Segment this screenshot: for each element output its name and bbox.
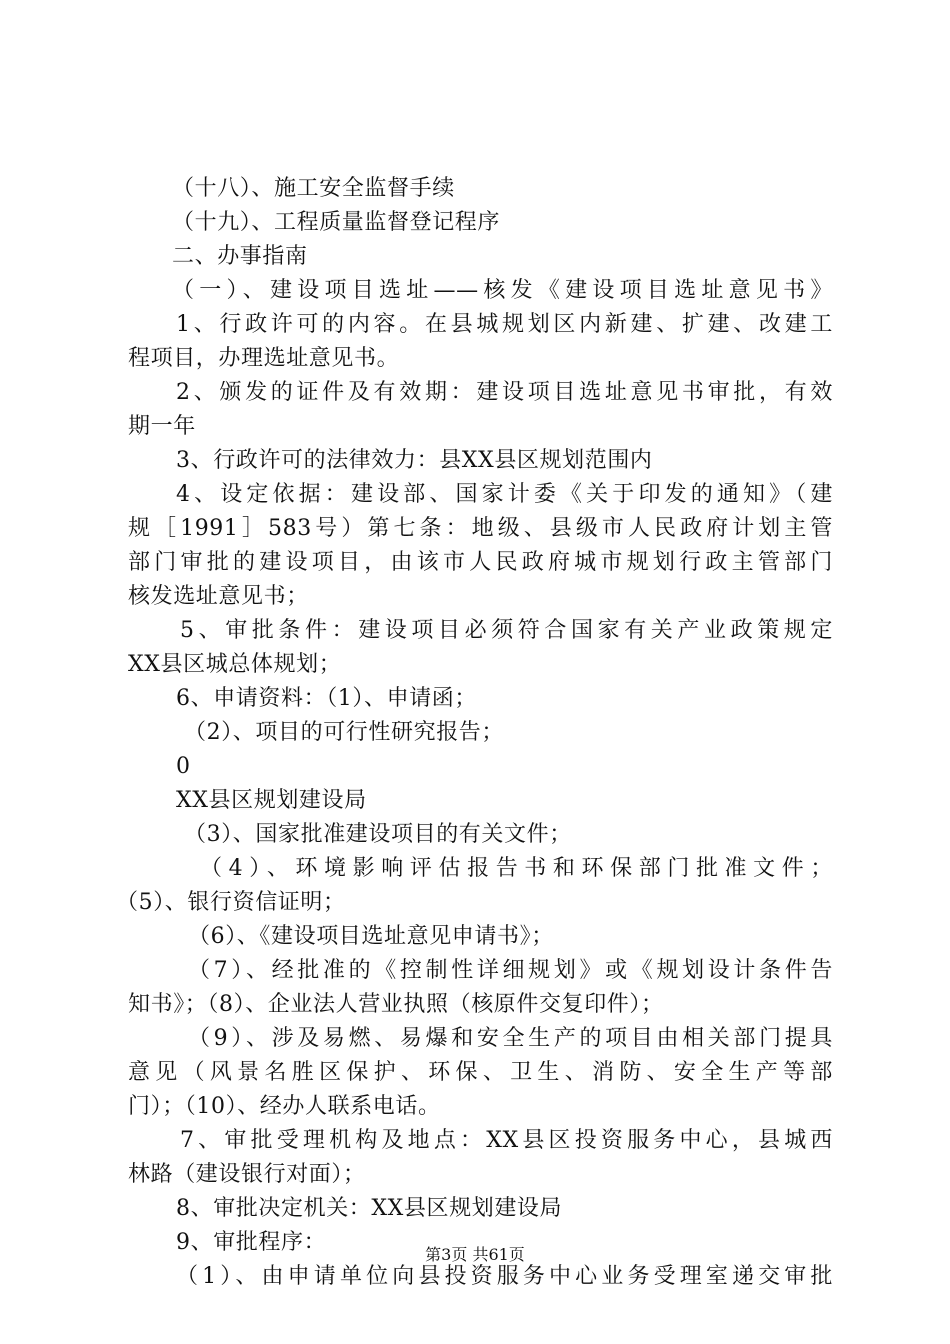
text-line: 2、颁发的证件及有效期：建设项目选址意见书审批，有效 bbox=[176, 380, 833, 405]
text-line: 4、设定依据：建设部、国家计委《关于印发的通知》（建 bbox=[176, 482, 833, 507]
text-line: 9、审批程序： bbox=[176, 1230, 327, 1255]
text-line: （5）、银行资信证明； bbox=[116, 890, 346, 915]
text-line: 8、审批决定机关：XX县区规划建设局 bbox=[176, 1196, 563, 1221]
text-line: XX县区城总体规划； bbox=[128, 652, 342, 677]
text-line: 规［1991］583号）第七条：地级、县级市人民政府计划主管 bbox=[128, 516, 833, 541]
text-line: 意见（风景名胜区保护、环保、卫生、消防、安全生产等部 bbox=[128, 1060, 833, 1085]
text-line: 知书》；（8）、企业法人营业执照（核原件交复印件）； bbox=[128, 992, 664, 1017]
text-line: （十八）、施工安全监督手续 bbox=[172, 176, 455, 201]
text-line: 1、行政许可的内容。在县城规划区内新建、扩建、改建工 bbox=[176, 312, 833, 337]
text-line: （1）、由申请单位向县投资服务中心业务受理室递交审批 bbox=[176, 1264, 833, 1289]
text-line: （十九）、工程质量监督登记程序 bbox=[172, 210, 501, 235]
text-line: 门）；（10）、经办人联系电话。 bbox=[128, 1094, 441, 1119]
text-line: 部门审批的建设项目，由该市人民政府城市规划行政主管部门 bbox=[128, 550, 833, 575]
text-line: （3）、国家批准建设项目的有关文件； bbox=[184, 822, 572, 847]
text-line: 7、审批受理机构及地点：XX县区投资服务中心，县城西 bbox=[180, 1128, 833, 1153]
text-line: （7）、经批准的《控制性详细规划》或《规划设计条件告 bbox=[188, 958, 833, 983]
text-line: 程项目，办理选址意见书。 bbox=[128, 346, 400, 371]
text-line: （2）、项目的可行性研究报告； bbox=[184, 720, 504, 745]
text-line: 0 bbox=[176, 754, 191, 779]
header-text: XX县区规划建设局 bbox=[176, 788, 367, 813]
text-line: （9）、涉及易燃、易爆和安全生产的项目由相关部门提具 bbox=[188, 1026, 833, 1051]
text-line: 6、申请资料：（1）、申请函； bbox=[176, 686, 477, 711]
page-number-footer: 第3页 共61页 bbox=[425, 1245, 525, 1264]
section-heading: 二、办事指南 bbox=[172, 244, 308, 269]
text-line: 3、行政许可的法律效力：县XX县区规划范围内 bbox=[176, 448, 653, 473]
subsection-heading: （一）、建设项目选址——核发《建设项目选址意见书》 bbox=[172, 278, 833, 303]
text-line: 核发选址意见书； bbox=[128, 584, 309, 609]
text-line: 5、审批条件：建设项目必须符合国家有关产业政策规定 bbox=[180, 618, 833, 643]
text-line: （6）、《建设项目选址意见申请书》； bbox=[188, 924, 554, 949]
text-line: 期一年 bbox=[128, 414, 196, 439]
document-body bbox=[116, 172, 833, 1294]
text-line: （4）、环境影响评估报告书和环保部门批准文件； bbox=[200, 856, 833, 881]
text-line: 林路（建设银行对面）； bbox=[128, 1162, 366, 1187]
